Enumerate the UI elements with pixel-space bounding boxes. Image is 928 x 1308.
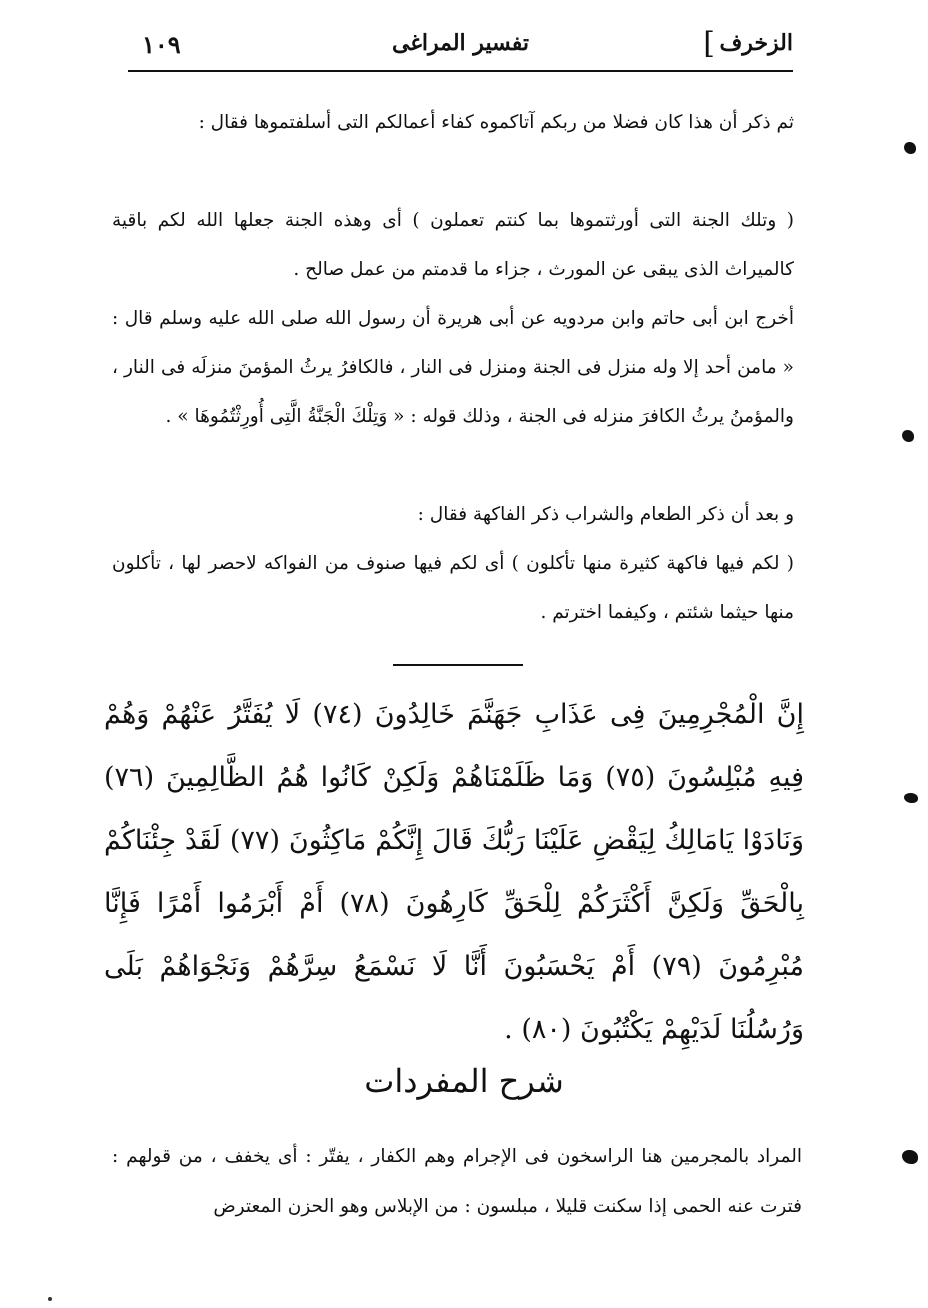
vocabulary-paragraph: المراد بالمجرمين هنا الراسخون فى الإجرام وهم الكفار ، يفتّر : أى يخفف ، من قولهم : فترت عنه الحمى إذا سكنت قليلا ، مبلسون : من الإبلاس وهو الحزن المعترض (112, 1146, 802, 1217)
page-header (128, 28, 793, 68)
commentary-paragraph: أخرج ابن أبى حاتم وابن مردويه عن أبى هريرة أن رسول الله صلى الله عليه وسلم قال : « مامن أحد إلا وله منزل فى الجنة ومنزل فى النار ، فالكافرُ يرثُ المؤمنَ منزلَه فى النار ، والمؤمنُ يرثُ الكافرَ منزله فى الجنة ، وذلك قوله : « وَتِلْكَ الْجَنَّةُ الَّتِى أُورِثْتُمُوهَا » . (112, 308, 794, 427)
commentary-paragraph: ( لكم فيها فاكهة كثيرة منها تأكلون ) أى لكم فيها صنوف من الفواكه لاحصر لها ، تأكلون منها حيثما شئتم ، وكيفما اخترتم . (112, 553, 794, 623)
margin-mark (902, 1150, 918, 1164)
commentary-paragraph: ثم ذكر أن هذا كان فضلا من ربكم آتاكموه كفاء أعمالكم التى أسلفتموها فقال : (198, 112, 794, 133)
margin-mark (904, 793, 918, 803)
page-number: ١٠٩ (142, 30, 181, 59)
book-title: تفسير المراغى (392, 30, 529, 56)
section-title: شرح المفردات (364, 1062, 564, 1100)
section-divider (393, 664, 523, 666)
scan-speck (48, 1297, 52, 1301)
surah-name: الزخرف (719, 30, 793, 56)
commentary-paragraph: ( وتلك الجنة التى أورثتموها بما كنتم تعملون ) أى وهذه الجنة جعلها الله لكم باقية كالميراث الذى يبقى عن المورث ، جزاء ما قدمتم من عمل صالح . (112, 210, 794, 280)
quran-verses: إِنَّ الْمُجْرِمِينَ فِى عَذَابِ جَهَنَّمَ خَالِدُونَ (٧٤) لَا يُفَتَّرُ عَنْهُمْ وَهُمْ فِيهِ مُبْلِسُونَ (٧٥) وَمَا ظَلَمْنَاهُمْ وَلَكِنْ كَانُوا هُمُ الظَّالِمِينَ (٧٦) وَنَادَوْا يَامَالِكُ لِيَقْضِ عَلَيْنَا رَبُّكَ قَالَ إِنَّكُمْ مَاكِثُونَ (٧٧) لَقَدْ جِئْنَاكُمْ بِالْحَقِّ وَلَكِنَّ أَكْثَرَكُمْ لِلْحَقِّ كَارِهُونَ (٧٨) أَمْ أَبْرَمُوا أَمْرًا فَإِنَّا مُبْرِمُونَ (٧٩) أَمْ يَحْسَبُونَ أَنَّا لَا نَسْمَعُ سِرَّهُمْ وَنَجْوَاهُمْ بَلَى وَرُسُلُنَا لَدَيْهِمْ يَكْتُبُونَ (٨٠) . (104, 699, 804, 1045)
header-rule (128, 70, 793, 72)
header-bracket: ] (703, 26, 715, 61)
commentary-paragraph: و بعد أن ذكر الطعام والشراب ذكر الفاكهة فقال : (417, 504, 794, 525)
margin-mark (902, 430, 914, 442)
margin-mark (904, 142, 916, 154)
